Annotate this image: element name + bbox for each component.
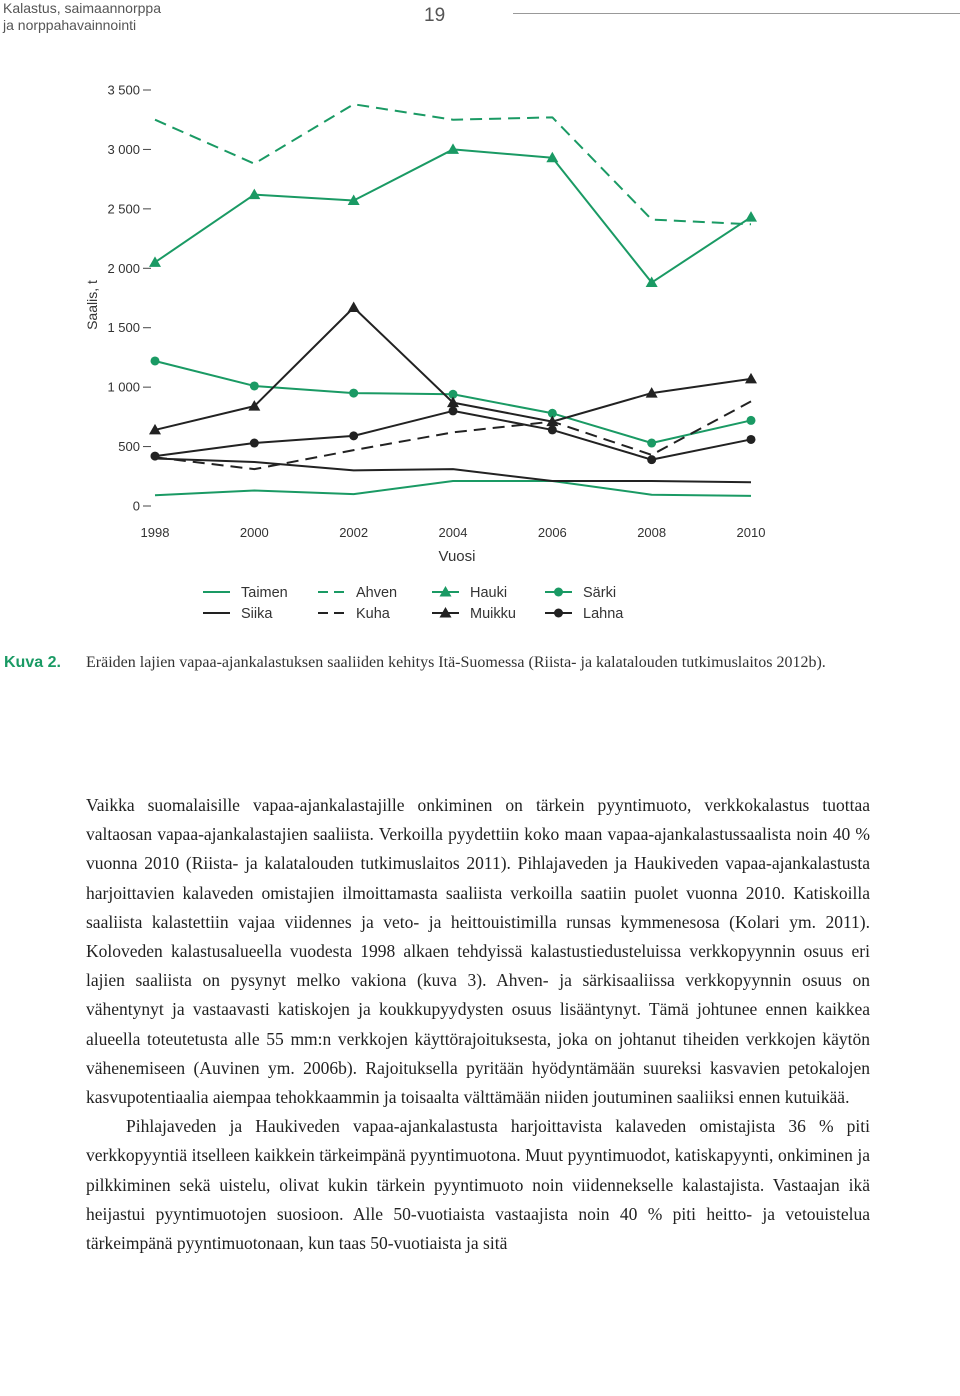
legend-item-taimen (203, 585, 288, 601)
series-ahven (155, 104, 751, 224)
series-line-ahven (155, 104, 751, 224)
x-tick-label-2006: 2006 (537, 525, 567, 540)
legend-item-kuha (318, 606, 391, 622)
legend-label-taimen: Taimen (241, 585, 288, 601)
point-sarki-2002 (349, 389, 358, 398)
catch-trend-chart (0, 60, 960, 635)
paragraph-2: Pihlajaveden ja Haukiveden vapaa-ajankalastusta harjoittavista kalaveden omistajista 36 % piti verkkopyyntiä itselleen kaikkein tärkeimpänä pyyntimuotona. Muut pyyntimuodot, katiskapyynti, onkiminen ja pilkkiminen sekä uistelu, olivat kukin tärkein pyyntimuoto noin viidennekselle kalastajista. Vastaajan ikä heijastui pyyntimuotojen suosioon. Alle 50-vuotiaista vastaajista noin 40 % piti heitto- ja vetouistelua tärkeimpänä pyyntimuotonaan, kun taas 50-vuotiaista ja sitä (86, 1116, 870, 1254)
legend-label-sarki: Särki (583, 585, 617, 601)
series-siika (155, 458, 751, 482)
legend-label-muikku: Muikku (470, 606, 516, 622)
point-hauki-1998 (149, 256, 161, 267)
legend-item-ahven (318, 585, 397, 601)
legend-marker-sarki (554, 588, 563, 597)
y-tick-label-1500: 1 500 (107, 320, 140, 336)
point-lahna-2000 (250, 439, 259, 448)
y-tick-label-2000: 2 000 (107, 260, 140, 276)
legend-label-lahna: Lahna (583, 606, 624, 622)
y-tick-label-3500: 3 500 (107, 82, 140, 98)
legend-label-hauki: Hauki (470, 585, 508, 601)
series-line-lahna (155, 411, 751, 460)
x-tick-label-2002: 2002 (339, 525, 369, 540)
legend-label-ahven: Ahven (356, 585, 398, 601)
legend-label-kuha: Kuha (356, 606, 390, 622)
point-sarki-1998 (151, 356, 160, 365)
y-tick-label-1000: 1 000 (107, 379, 140, 395)
point-sarki-2010 (747, 416, 756, 425)
series-taimen (155, 481, 751, 496)
series-line-siika (155, 458, 751, 482)
series-lahna (151, 406, 756, 464)
y-axis-label: Saalis, t (84, 280, 100, 330)
y-tick-label-0: 0 (132, 498, 140, 514)
legend-marker-lahna (554, 609, 563, 618)
legend-item-siika (203, 606, 273, 622)
page-number: 19 (424, 5, 446, 26)
caption-text: Eräiden lajien vapaa-ajankalastuksen saaliiden kehitys Itä-Suomessa (Riista- ja kalatalouden tutkimuslaitos 2012b). (86, 654, 826, 671)
point-lahna-2010 (747, 435, 756, 444)
point-lahna-2002 (349, 431, 358, 440)
point-hauki-2010 (745, 211, 757, 222)
legend (203, 585, 624, 622)
legend-item-sarki (545, 585, 616, 601)
legend-label-siika: Siika (241, 606, 273, 622)
x-tick-label-1998: 1998 (140, 525, 170, 540)
x-axis-label: Vuosi (438, 548, 476, 565)
x-tick-label-2004: 2004 (438, 525, 468, 540)
point-hauki-2004 (447, 143, 459, 154)
y-tick-label-3000: 3 000 (107, 141, 140, 157)
y-tick-label-500: 500 (118, 439, 140, 455)
header-rule (513, 13, 960, 14)
series-hauki (149, 143, 757, 287)
running-title (3, 0, 203, 34)
paragraph-1: Vaikka suomalaisille vapaa-ajankalastajille onkiminen on tärkein pyyntimuoto, verkkokalastus tuottaa valtaosan vapaa-ajankalastajien saaliista. Verkoilla pyydettiin koko maan vapaa-ajankalastussaalista noin 40 % vuonna 2010 (Riista- ja kalatalouden tutkimuslaitos 2011). Pihlajaveden ja Haukiveden vapaa-ajankalastusta harjoittavien kalaveden omistajien ilmoittamasta saaliista verkoilla saatiin puolet vuonna 2010. Katiskoilla saaliista kalastettiin vajaa viidennes ja veto- ja heittouistimilla runsas kymmenesosa (Kolari ym. 2011). Koloveden kalastusalueella vuodesta 1998 alkaen tehdyissä kalastustiedusteluissa verkkopyynnin osuus eri lajien saaliista on pysynyt melko vakiona (kuva 3). Ahven- ja särkisaaliissa verkkopyynnin osuus on vähentynyt ja vastaavasti katiskojen ja koukkupyydysten osuus lisääntynyt. Tämä johtunee ennen kaikkea alueella toteutetusta alle 55 mm:n verkkojen käyttörajoituksesta, joka on johtanut tiheiden verkkojen käytön vähenemiseen (Auvinen ym. 2006b). Rajoituksella pyritään hyödyntämään suureksi kasvavien petokalojen kasvupotentiaalia aiempaa tehokkaammin ja toisaalta välttämään niiden joutuminen saaliiksi ennen kutuikää. (86, 795, 870, 1108)
running-title-line2: ja norppahavainnointi (3, 17, 137, 33)
point-lahna-2004 (449, 406, 458, 415)
caption-label: Kuva 2. (4, 654, 61, 671)
point-sarki-2000 (250, 381, 259, 390)
x-tick-label-2010: 2010 (736, 525, 766, 540)
x-tick-label-2000: 2000 (239, 525, 269, 540)
point-sarki-2008 (647, 439, 656, 448)
series-line-hauki (155, 149, 751, 282)
point-lahna-2008 (647, 455, 656, 464)
point-muikku-2010 (745, 373, 757, 384)
running-title-line1: Kalastus, saimaannorppa (3, 0, 161, 16)
series-line-taimen (155, 481, 751, 496)
x-tick-label-2008: 2008 (637, 525, 667, 540)
point-muikku-2002 (348, 302, 360, 313)
legend-item-hauki (432, 585, 507, 601)
point-lahna-1998 (151, 452, 160, 461)
legend-item-muikku (432, 606, 516, 622)
body-text (86, 791, 870, 1258)
y-tick-label-2500: 2 500 (107, 201, 140, 217)
point-lahna-2006 (548, 425, 557, 434)
legend-item-lahna (545, 606, 624, 622)
